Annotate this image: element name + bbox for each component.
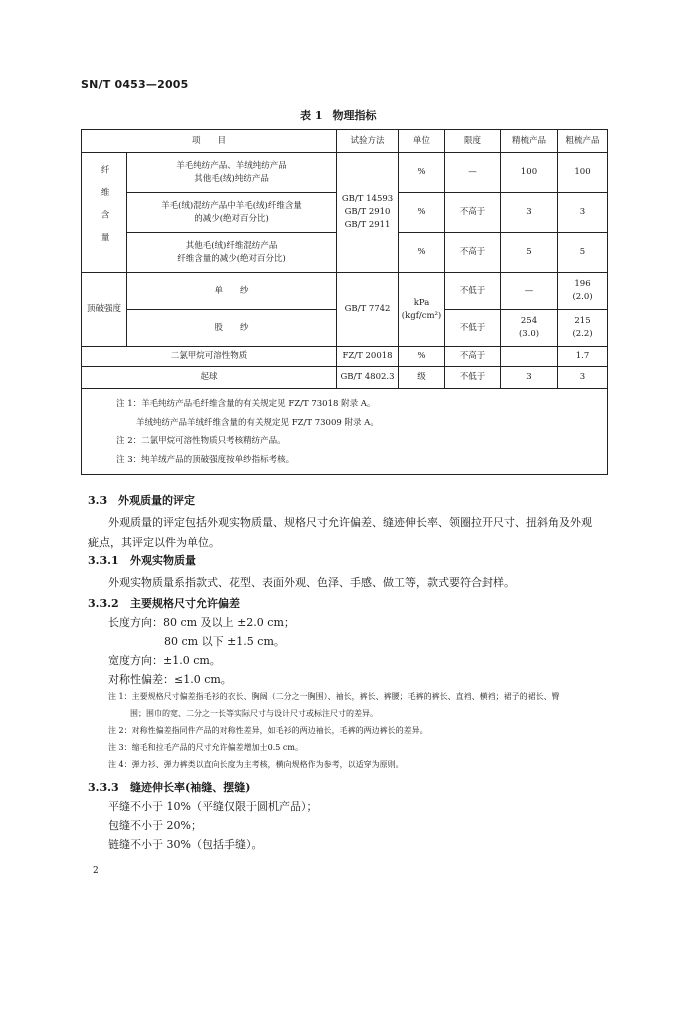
method-3: GB/T 2911 — [344, 219, 391, 230]
burst-ply-fine — [501, 310, 558, 347]
row2-line1: 羊毛(绒)混纺产品中羊毛(绒)纤维含量 — [161, 200, 302, 211]
burst-unit — [399, 273, 445, 347]
dcm-label: 二氯甲烷可溶性物质 — [82, 347, 337, 367]
table-notes-row — [82, 389, 608, 475]
burst-single-coarse — [558, 273, 608, 310]
section-title: 外观质量的评定 — [118, 494, 195, 507]
burst-ply-coarse — [558, 310, 608, 347]
physical-index-table — [81, 129, 608, 475]
row2-limit: 不高于 — [445, 193, 501, 233]
pill-label: 起球 — [82, 367, 337, 389]
table-caption — [300, 107, 376, 123]
pill-coarse: 3 — [558, 367, 608, 389]
section-3-3-1-para: 外观实物质量系指款式、花型、表面外观、色泽、手感、做工等，款式要符合封样。 — [108, 576, 515, 589]
col-item: 项 目 — [82, 130, 337, 153]
row1-item — [127, 153, 337, 193]
page-number: 2 — [93, 866, 99, 876]
row1-coarse: 100 — [558, 153, 608, 193]
table-row — [82, 273, 608, 310]
fiber-content-group — [82, 153, 127, 273]
pill-limit: 不低于 — [445, 367, 501, 389]
row3-line2: 纤维含量的减少(绝对百分比) — [177, 253, 286, 264]
row1-limit: — — [445, 153, 501, 193]
section-3-3-1-heading — [88, 552, 196, 568]
row1-line1: 羊毛纯纺产品、羊绒纯纺产品 — [176, 160, 287, 171]
pill-fine: 3 — [501, 367, 558, 389]
table-notes — [82, 389, 608, 475]
row3-line1: 其他毛(绒)纤维混纺产品 — [185, 240, 278, 251]
row2-fine: 3 — [501, 193, 558, 233]
dcm-coarse: 1.7 — [558, 347, 608, 367]
section-number: 3.3.3 — [88, 781, 119, 794]
row1-fine: 100 — [501, 153, 558, 193]
table-row — [82, 347, 608, 367]
burst-ply-label: 股 纱 — [127, 310, 337, 347]
section-number: 3.3.2 — [88, 597, 119, 610]
table-title: 物理指标 — [332, 109, 377, 122]
section-3-3-para-line2: 疵点，其评定以件为单位。 — [88, 536, 220, 549]
burst-single-coarse-kgf: (2.0) — [572, 292, 593, 302]
section-3-3-para-line1: 外观质量的评定包括外观实物质量、规格尺寸允许偏差、缝迹伸长率、领圈拉开尺寸、扭斜角及外观 — [108, 516, 592, 529]
row2-coarse: 3 — [558, 193, 608, 233]
note-size-1a: 注 1：主要规格尺寸偏差指毛衫的衣长、胸阔（二分之一胸围）、袖长，裤长、裤腰；毛裤的裤长、直裆、横裆；裙子的裙长、臀 — [108, 692, 560, 701]
row3-limit: 不高于 — [445, 233, 501, 273]
burst-method: GB/T 7742 — [337, 273, 399, 347]
col-unit: 单位 — [399, 130, 445, 153]
section-number: 3.3.1 — [88, 554, 119, 567]
note-1b: 羊绒纯纺产品羊绒纤维含量的有关规定见 FZ/T 73009 附录 A。 — [136, 417, 379, 428]
flat-seam-elongation: 平缝不小于 10%（平缝仅限于圆机产品）； — [108, 800, 318, 813]
dcm-fine — [501, 347, 558, 367]
table-number: 表 1 — [300, 109, 323, 122]
row2-unit: % — [399, 193, 445, 233]
col-coarse: 粗梳产品 — [558, 130, 608, 153]
row2-line2: 的减少(绝对百分比) — [194, 213, 269, 224]
col-limit: 限度 — [445, 130, 501, 153]
burst-unit-kpa: kPa — [413, 297, 430, 308]
col-fine: 精梳产品 — [501, 130, 558, 153]
note-2: 注 2：二氯甲烷可溶性物质只考核精纺产品。 — [116, 436, 286, 447]
section-3-3-heading — [88, 492, 195, 508]
dcm-limit: 不高于 — [445, 347, 501, 367]
row1-unit: % — [399, 153, 445, 193]
pill-method: GB/T 4802.3 — [337, 367, 399, 389]
dcm-method: FZ/T 20018 — [337, 347, 399, 367]
section-3-3-3-heading — [88, 779, 250, 795]
width-tolerance: 宽度方向：±1.0 cm。 — [108, 654, 221, 667]
section-title: 缝迹伸长率(袖缝、摆缝) — [130, 781, 251, 794]
burst-single-fine: — — [501, 273, 558, 310]
burst-ply-coarse-kgf: (2.2) — [572, 329, 593, 339]
dcm-unit: % — [399, 347, 445, 367]
fiber-method — [337, 153, 399, 273]
table-row — [82, 153, 608, 193]
burst-ply-fine-kgf: (3.0) — [518, 329, 540, 339]
burst-single-limit: 不低于 — [445, 273, 501, 310]
note-size-3: 注 3：缩毛和拉毛产品的尺寸允许偏差增加士0.5 cm。 — [108, 743, 303, 752]
row3-coarse: 5 — [558, 233, 608, 273]
chain-seam-elongation: 链缝不小于 30%（包括手缝）。 — [108, 838, 263, 851]
burst-ply-coarse-value: 215 — [574, 316, 591, 327]
fiber-group-label: 纤维含量 — [99, 165, 110, 256]
burst-unit-kgf: (kgf/cm²) — [401, 310, 442, 321]
length-tolerance-line1: 长度方向：80 cm 及以上 ±2.0 cm； — [108, 616, 295, 629]
note-3: 注 3：纯羊绒产品的顶破强度按单纱指标考核。 — [116, 455, 295, 466]
pill-unit: 级 — [399, 367, 445, 389]
burst-ply-fine-value: 254 — [520, 316, 538, 327]
method-2: GB/T 2910 — [344, 207, 391, 218]
method-1: GB/T 14593 — [341, 194, 394, 205]
length-tolerance-line2: 80 cm 以下 ±1.5 cm。 — [164, 635, 285, 648]
note-size-1b: 围；围巾的宽、二分之一长等实际尺寸与设计尺寸或标注尺寸的差异。 — [130, 709, 378, 718]
burst-single-label: 单 纱 — [127, 273, 337, 310]
burst-group: 顶破强度 — [82, 273, 127, 347]
row3-item — [127, 233, 337, 273]
burst-ply-limit: 不低于 — [445, 310, 501, 347]
row1-line2: 其他毛(绒)纯纺产品 — [194, 173, 269, 184]
section-title: 外观实物质量 — [130, 554, 196, 567]
col-method: 试验方法 — [337, 130, 399, 153]
table-header-row — [82, 130, 608, 153]
document-code: SN/T 0453—2005 — [81, 78, 189, 91]
row3-fine: 5 — [501, 233, 558, 273]
section-number: 3.3 — [88, 494, 108, 507]
note-1a: 注 1：羊毛纯纺产品毛纤维含量的有关规定见 FZ/T 73018 附录 A。 — [116, 399, 376, 409]
burst-single-coarse-value: 196 — [574, 279, 591, 290]
section-title: 主要规格尺寸允许偏差 — [130, 597, 240, 610]
note-size-4: 注 4：弹力衫、弹力裤类以直向长度为主考核，横向规格作为参考，以适穿为原则。 — [108, 760, 404, 769]
overlock-seam-elongation: 包缝不小于 20%； — [108, 819, 202, 832]
table-row — [82, 367, 608, 389]
row3-unit: % — [399, 233, 445, 273]
symmetry-tolerance: 对称性偏差：≤1.0 cm。 — [108, 673, 232, 686]
row2-item — [127, 193, 337, 233]
note-size-2: 注 2：对称性偏差指同件产品的对称性差异，如毛衫的两边袖长，毛裤的两边裤长的差异。 — [108, 726, 428, 735]
section-3-3-2-heading — [88, 595, 240, 611]
